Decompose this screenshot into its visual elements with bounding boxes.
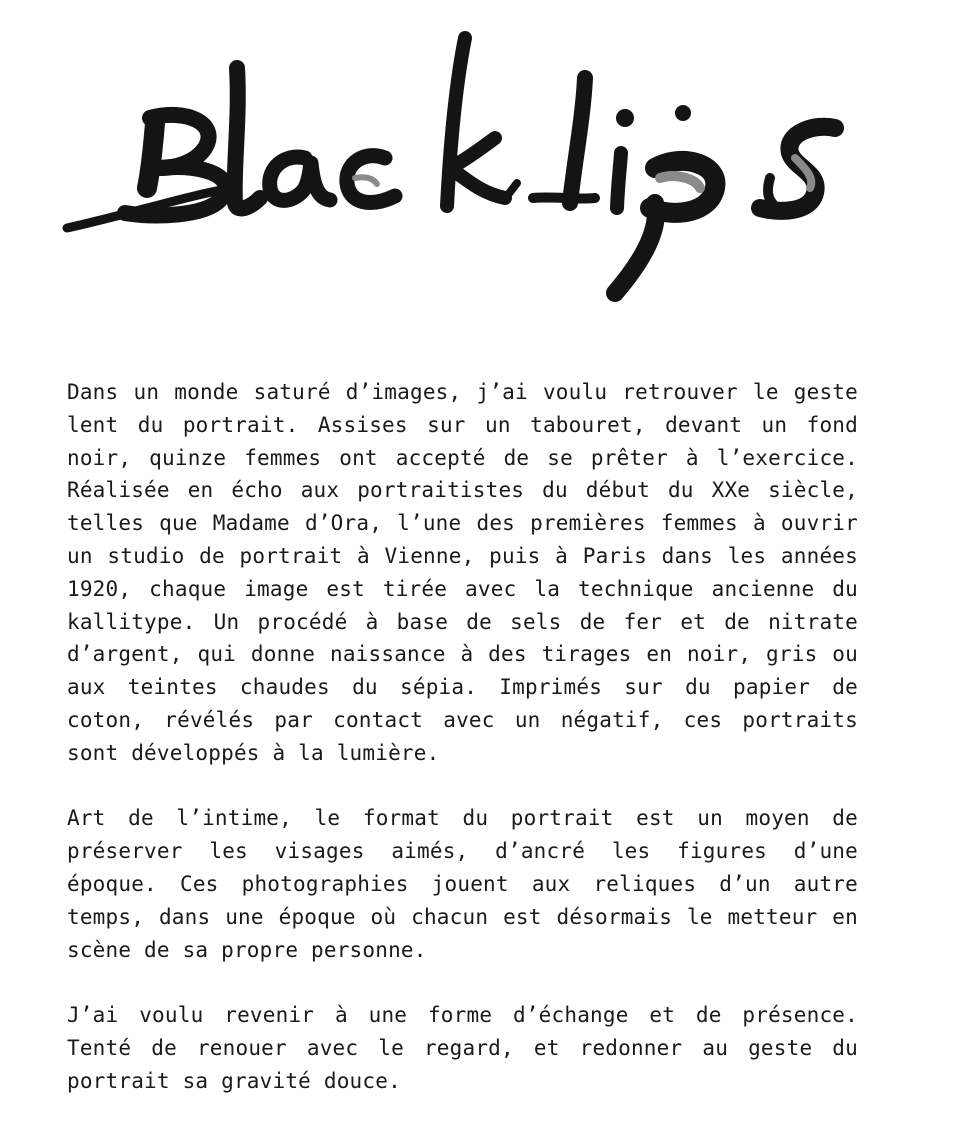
logo-word-black — [67, 38, 517, 228]
statement-paragraph-1: Dans un monde saturé d’images, j’ai voulu retrouver le geste lent du portrait. Assises sur un tabouret, devant un fond noir, quinze femmes ont accepté de se prêter à l’exercice. Réalisée en écho aux portraitistes du début du XXe siècle, telles que Madame d’Ora, l’une des premières femmes à ouvrir un studio de portrait à Vienne, puis à Paris dans les années 1920, chaque image est tirée avec la technique ancienne du kallitype. Un procédé à base de sels de fer et de nitrate d’argent, qui donne naissance à des tirages en noir, gris ou aux teintes chaudes du sépia. Imprimés sur du papier de coton, révélés par contact avec un négatif, ces portraits sont développés à la lumière. — [67, 380, 858, 765]
statement-paragraph-2: Art de l’intime, le format du portrait est un moyen de préserver les visages aimés, d’ancré les figures d’une époque. Ces photographies jouent aux reliques d’un autre temps, dans une époque où chacun est désormais le metteur en scène de sa propre personne. — [67, 806, 858, 962]
statement-paragraph-3: J’ai voulu revenir à une forme d’échange et de présence. Tenté de renouer avec le regard, et redonner au geste du portrait sa gravité douce. — [67, 1003, 858, 1093]
logo-word-lips — [533, 78, 835, 293]
artist-statement — [67, 376, 858, 1098]
brush-lettering-logo — [55, 28, 855, 308]
black-lips-logo — [55, 28, 855, 308]
